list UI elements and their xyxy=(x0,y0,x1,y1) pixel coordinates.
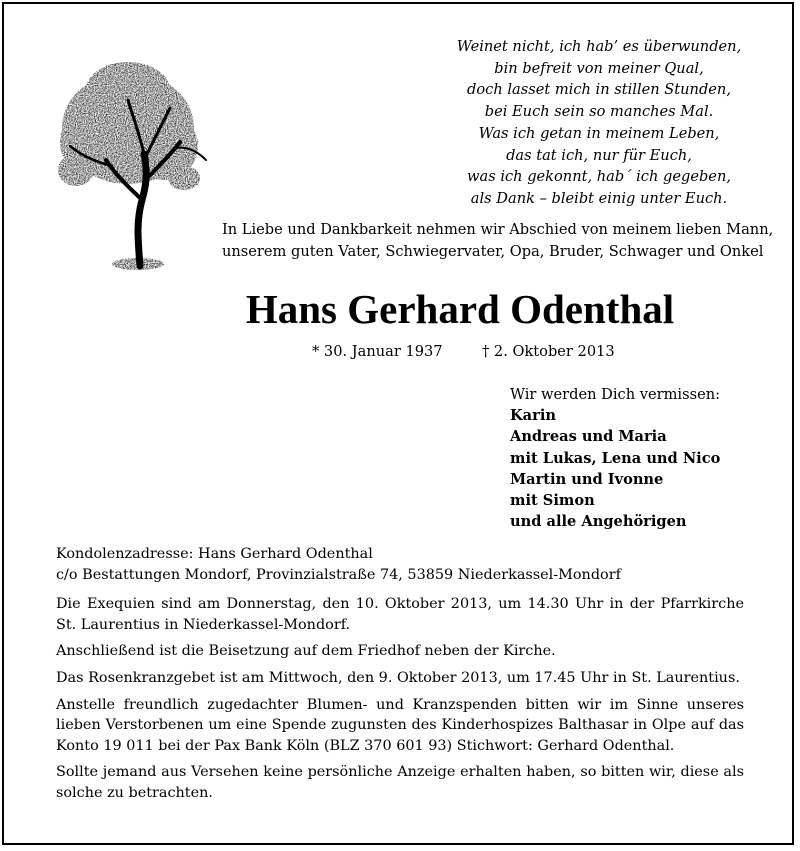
intro-text xyxy=(222,219,774,263)
poem-line: doch lasset mich in stillen Stunden, xyxy=(467,81,731,99)
exequien-paragraph: Die Exequien sind am Donnerstag, den 10. Oktober 2013, um 14.30 Uhr in der Pfarrkirche St. Laurentius in Niederkassel-Mondorf. xyxy=(56,596,744,633)
poem-line: das tat ich, nur für Euch, xyxy=(506,146,692,164)
poem-line: Was ich getan in meinem Leben, xyxy=(478,124,720,142)
burial-paragraph: Anschließend ist die Beisetzung auf dem Friedhof neben der Kirche. xyxy=(56,643,556,660)
family-member: Martin und Ivonne xyxy=(510,470,664,488)
rosary-paragraph: Das Rosenkranzgebet ist am Mittwoch, den 9. Oktober 2013, um 17.45 Uhr in St. Laurentius. xyxy=(56,669,740,686)
intro-line: unserem guten Vater, Schwiegervater, Opa, Bruder, Schwager und Onkel xyxy=(222,243,764,260)
poem-line: bin befreit von meiner Qual, xyxy=(494,59,704,77)
donation-paragraph: Anstelle freundlich zugedachter Blumen- und Kranzspenden bitten wir im Sinne unseres lieben Verstorbenen um eine Spende zugunsten des Kinderhospizes Balthasar in Olpe auf das Konto 19 011 bei der Pax Bank Köln (BLZ 370 601 93) Stichwort: Gerhard Odenthal. xyxy=(56,696,744,754)
details-section xyxy=(56,544,744,810)
family-list xyxy=(510,384,760,532)
family-member: mit Lukas, Lena und Nico xyxy=(510,449,721,467)
birth-date: * 30. Januar 1937 xyxy=(312,343,443,360)
condolence-line: Kondolenzadresse: Hans Gerhard Odenthal xyxy=(56,546,373,562)
tree-image xyxy=(52,50,214,272)
family-member: Andreas und Maria xyxy=(510,428,667,446)
notice-paragraph: Sollte jemand aus Versehen keine persönliche Anzeige erhalten haben, so bitten wir, diese als solche zu betrachten. xyxy=(56,764,744,801)
poem-line: Weinet nicht, ich hab’ es überwunden, xyxy=(456,38,742,55)
poem-line: bei Euch sein so manches Mal. xyxy=(484,103,714,121)
deceased-name: Hans Gerhard Odenthal xyxy=(245,286,675,332)
family-member: und alle Angehörigen xyxy=(510,513,687,531)
intro-line: In Liebe und Dankbarkeit nehmen wir Abschied von meinem lieben Mann, xyxy=(222,221,774,238)
family-member: mit Simon xyxy=(510,492,595,510)
family-heading: Wir werden Dich vermissen: xyxy=(510,386,721,403)
poem xyxy=(440,36,758,210)
condolence-address xyxy=(56,544,744,585)
poem-line: was ich gekonnt, hab´ ich gegeben, xyxy=(467,168,731,186)
poem-line: als Dank – bleibt einig unter Euch. xyxy=(470,189,728,207)
condolence-line: c/o Bestattungen Mondorf, Provinzialstraße 74, 53859 Niederkassel-Mondorf xyxy=(56,566,621,583)
death-date: † 2. Oktober 2013 xyxy=(482,343,615,360)
family-member: Karin xyxy=(510,407,556,425)
